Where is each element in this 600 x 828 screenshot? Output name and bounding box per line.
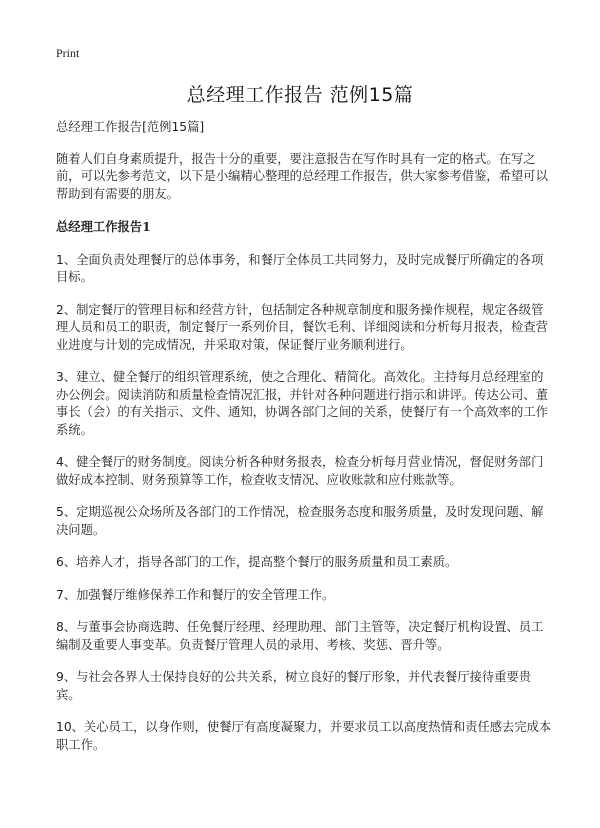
list-item: 5、定期巡视公众场所及各部门的工作情况，检查服务态度和服务质量，及时发现问题、解决问题。 bbox=[56, 505, 544, 537]
list-item: 8、与董事会协商选聘、任免餐厅经理、经理助理、部门主管等，决定餐厅机构设置、员工编制及重要人事变革。负责餐厅管理人员的录用、考核、奖惩、晋升等。 bbox=[56, 620, 544, 652]
page-title: 总经理工作报告 范例15篇 bbox=[186, 84, 414, 106]
document-subtitle: 总经理工作报告[范例15篇] bbox=[56, 120, 205, 134]
list-item: 1、全面负责处理餐厅的总体事务，和餐厅全体员工共同努力，及时完成餐厅所确定的各项目标。 bbox=[56, 252, 544, 284]
list-item: 6、培养人才，指导各部门的工作，提高整个餐厅的服务质量和员工素质。 bbox=[56, 555, 458, 569]
list-item: 2、制定餐厅的管理目标和经营方针，包括制定各种规章制度和服务操作规程，规定各级管理人员和员工的职责，制定餐厅一系列价目，餐饮毛利、详细阅读和分析每月报表，检查营业进度与计划的完成情况，并采取对策，保证餐厅业务顺利进行。 bbox=[56, 302, 548, 352]
list-item: 10、关心员工，以身作则，使餐厅有高度凝聚力，并要求员工以高度热情和责任感去完成本职工作。 bbox=[56, 720, 552, 752]
list-item: 7、加强餐厅维修保养工作和餐厅的安全管理工作。 bbox=[56, 587, 335, 602]
intro-paragraph: 随着人们自身素质提升，报告十分的重要，要注意报告在写作时具有一定的格式。在写之前，可以先参考范文，以下是小编精心整理的总经理工作报告，供大家参考借鉴，希望可以帮助到有需要的朋友。 bbox=[56, 151, 548, 201]
section-heading: 总经理工作报告1 bbox=[56, 219, 151, 234]
list-item: 3、建立、健全餐厅的组织管理系统，使之合理化、精简化。高效化。主持每月总经理室的办公例会。阅读消防和质量检查情况汇报，并针对各种问题进行指示和讲评。传达公司、董事长（会）的有关指示、文件、通知，协调各部门之间的关系，使餐厅有一个高效率的工作系统。 bbox=[56, 370, 548, 437]
list-item: 9、与社会各界人士保持良好的公共关系，树立良好的餐厅形象，并代表餐厅接待重要贵宾。 bbox=[56, 670, 532, 702]
document-body bbox=[56, 119, 552, 769]
list-item: 4、健全餐厅的财务制度。阅读分析各种财务报表，检查分析每月营业情况，督促财务部门做好成本控制、财务预算等工作，检查收支情况、应收账款和应付账款等。 bbox=[56, 455, 544, 487]
print-link[interactable]: Print bbox=[56, 46, 80, 60]
